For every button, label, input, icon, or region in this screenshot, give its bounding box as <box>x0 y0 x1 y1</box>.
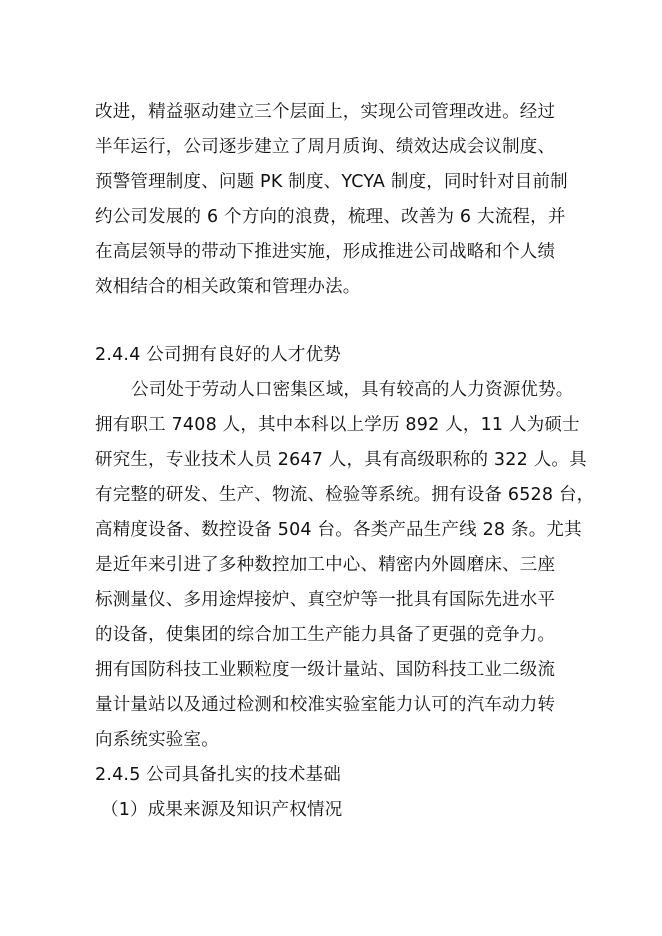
body-text-line: 有完整的研发、生产、物流、检验等系统。拥有设备 6528 台， <box>95 485 595 505</box>
body-text-line: 拥有职工 7408 人，其中本科以上学历 892 人，11 人为硕士 <box>95 415 580 435</box>
body-text-line: 向系统实验室。 <box>95 730 219 750</box>
body-text-line: 预警管理制度、问题 PK 制度、YCYA 制度，同时针对目前制 <box>95 172 568 192</box>
body-text-line: 公司处于劳动人口密集区域，具有较高的人力资源优势。 <box>131 380 574 400</box>
body-text-line: 效相结合的相关政策和管理办法。 <box>95 277 361 297</box>
body-text-line: 改进，精益驱动建立三个层面上，实现公司管理改进。经过 <box>95 102 556 122</box>
body-text-line: 量计量站以及通过检测和校准实验室能力认可的汽车动力转 <box>95 695 556 715</box>
section-heading-2-4-4: 2.4.4 公司拥有良好的人才优势 <box>95 345 341 365</box>
body-text-line: 半年运行，公司逐步建立了周月质询、绩效达成会议制度、 <box>95 137 556 157</box>
body-text-line: 高精度设备、数控设备 504 台。各类产品生产线 28 条。尤其 <box>95 520 582 540</box>
body-text-line: 的设备，使集团的综合加工生产能力具备了更强的竞争力。 <box>95 625 556 645</box>
body-text-line: 约公司发展的 6 个方向的浪费，梳理、改善为 6 大流程，并 <box>95 207 566 227</box>
body-text-line: 在高层领导的带动下推进实施，形成推进公司战略和个人绩 <box>95 242 556 262</box>
body-text-line: 拥有国防科技工业颗粒度一级计量站、国防科技工业二级流 <box>95 660 556 680</box>
body-text-line: 标测量仪、多用途焊接炉、真空炉等一批具有国际先进水平 <box>95 590 556 610</box>
body-text-line: 研究生，专业技术人员 2647 人，具有高级职称的 322 人。具 <box>95 450 587 470</box>
section-heading-2-4-5: 2.4.5 公司具备扎实的技术基础 <box>95 765 341 785</box>
body-text-line: 是近年来引进了多种数控加工中心、精密内外圆磨床、三座 <box>95 555 556 575</box>
subsection-heading-1: （1）成果来源及知识产权情况 <box>101 800 343 820</box>
